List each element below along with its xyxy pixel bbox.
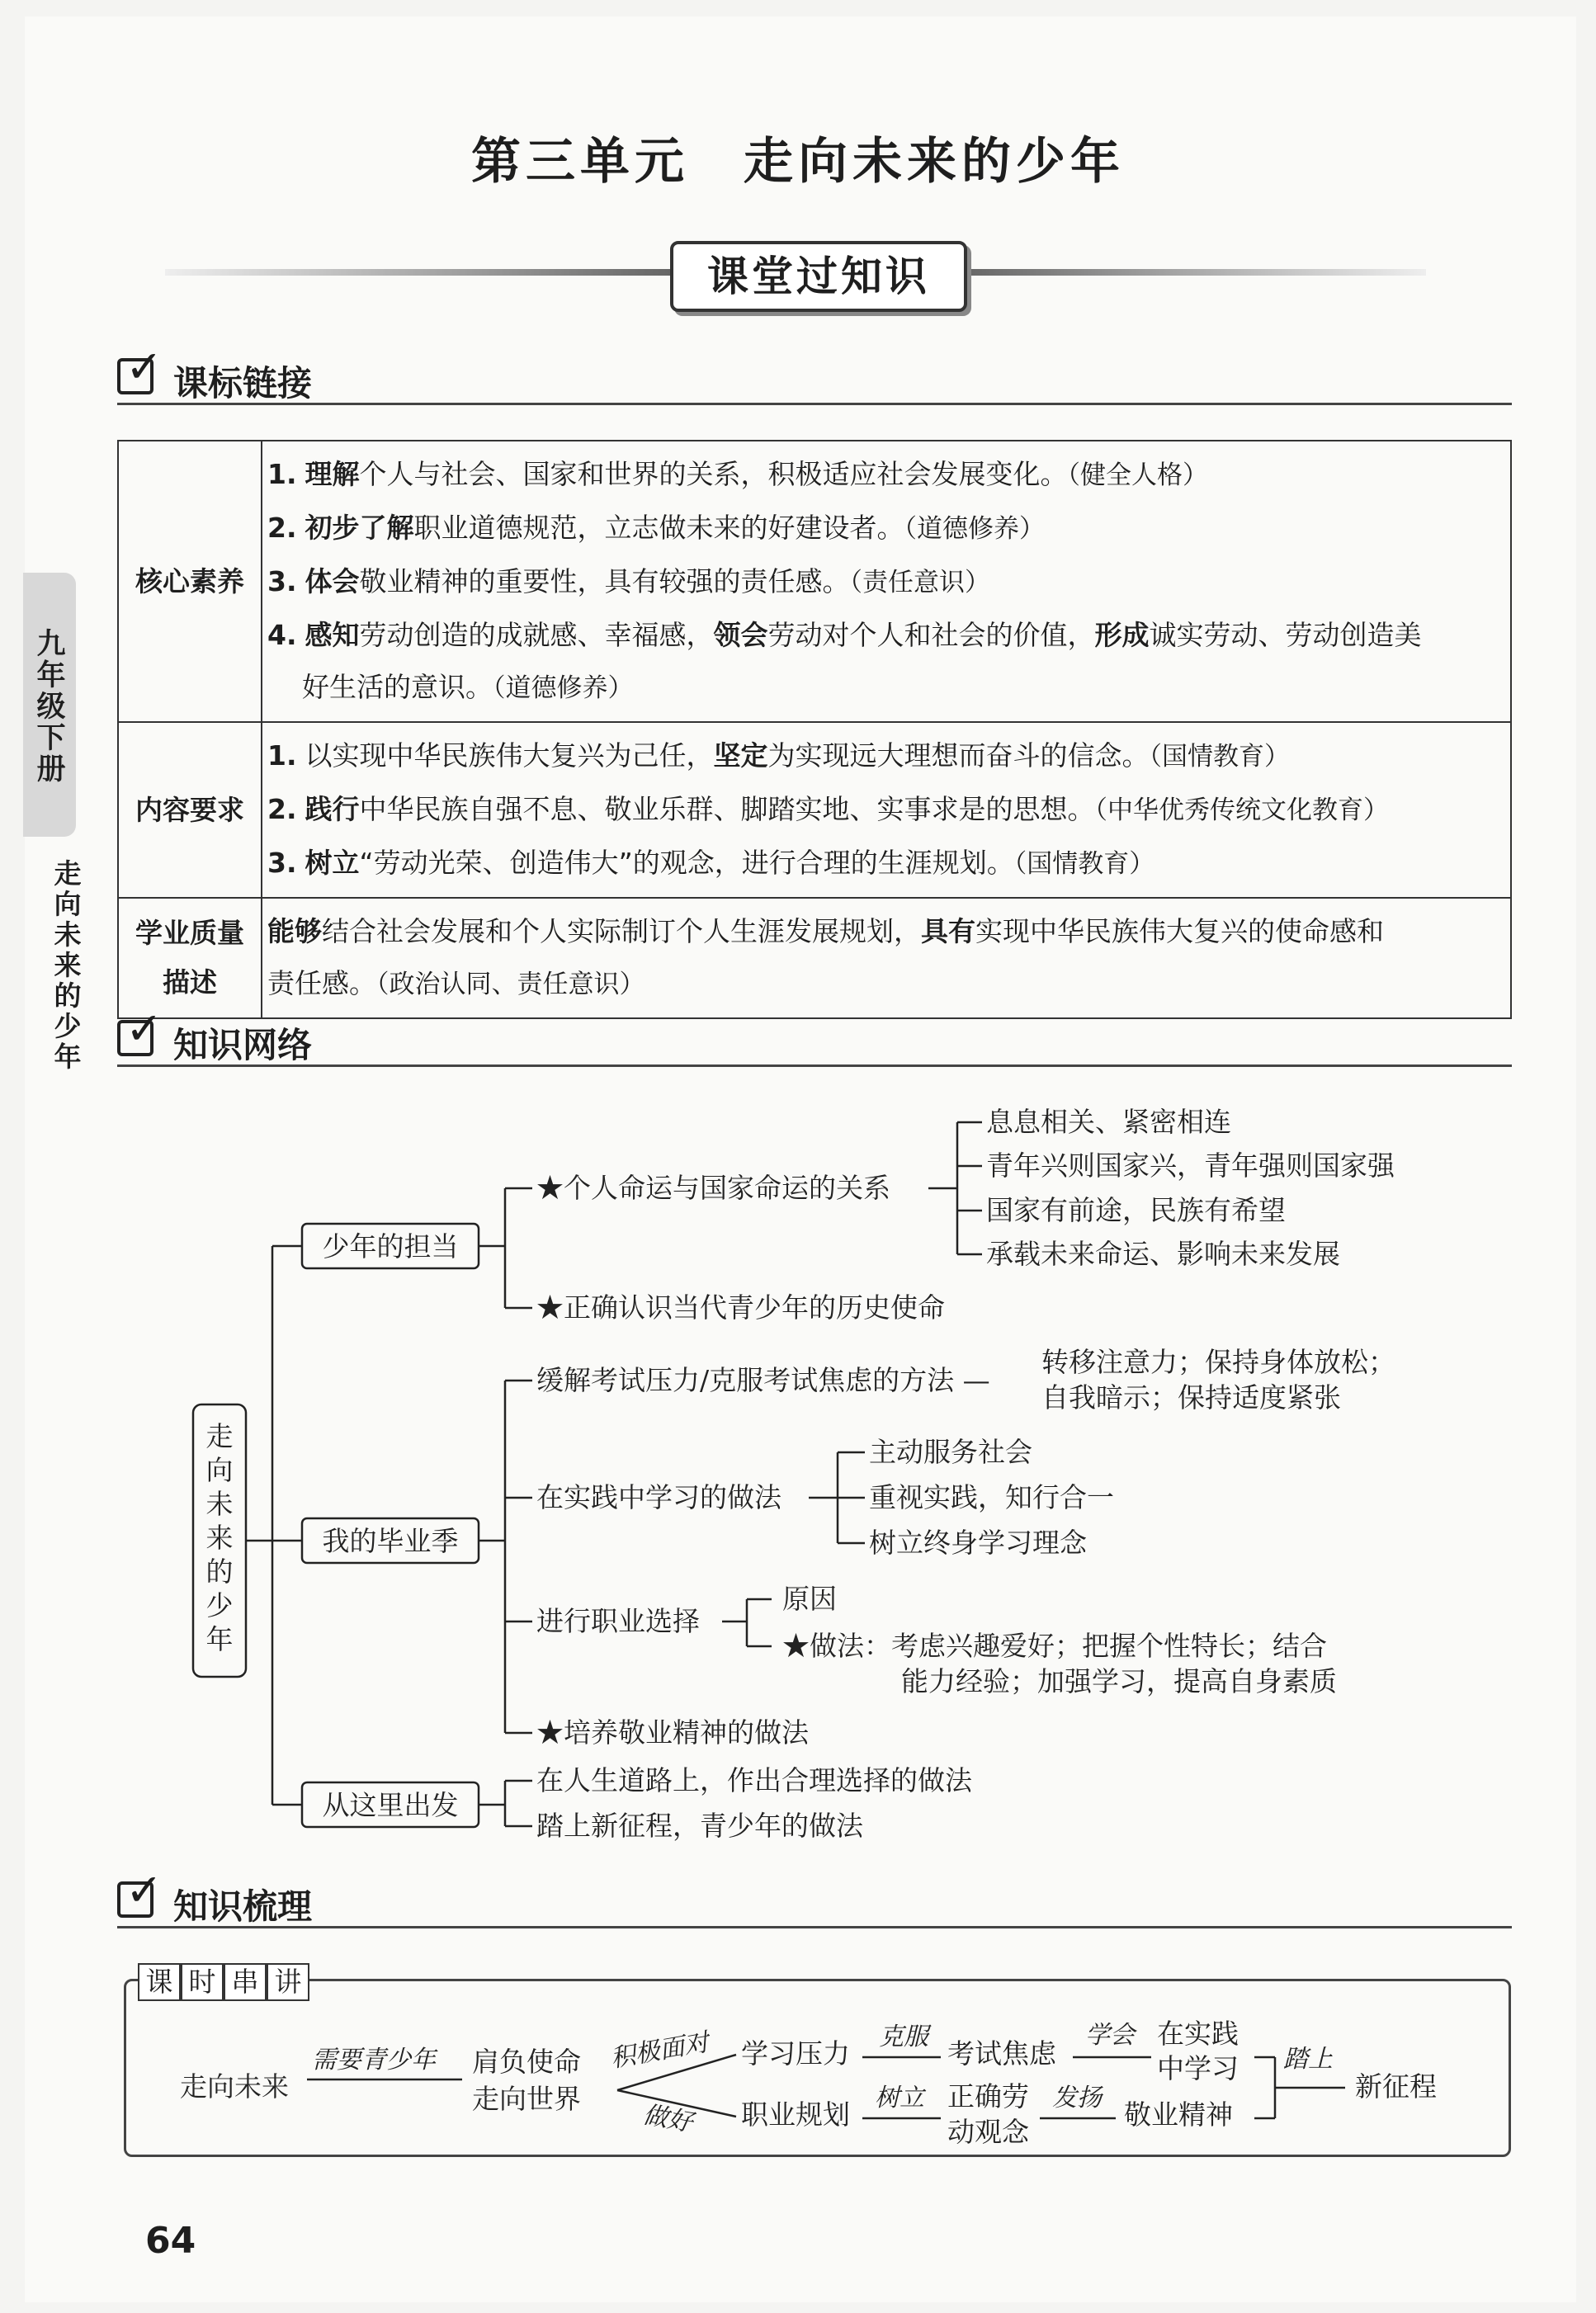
relation-item-4: 承载未来命运、影响未来发展 [986,1238,1340,1270]
section-title: 课标链接 [173,363,313,404]
flow-labor-2: 动观念 [947,2117,1029,2147]
relation-item-1: 息息相关、紧密相连 [986,1106,1231,1138]
check-icon: ✓ [117,1881,153,1918]
label-content: 内容要求 [118,722,262,898]
relation-item-2: 青年兴则国家兴，青年强则国家强 [986,1149,1395,1182]
chip-2: 时 [181,1963,224,2001]
spirit-label: ★培养敬业精神的做法 [536,1716,809,1749]
flow-plan: 职业规划 [741,2099,850,2130]
root-char-5: 的 [205,1556,234,1587]
flow-learn: 学会 [1085,2021,1135,2050]
practice-label: 在实践中学习的做法 [536,1481,781,1513]
stress-methods-b: 自我暗示；保持适度紧张 [1041,1381,1341,1414]
core-item-1: 1. 理解个人与社会、国家和世界的关系，积极适应社会发展变化。（健全人格） [267,458,1208,490]
core-item-3: 3. 体会敬业精神的重要性，具有较强的责任感。（责任意识） [267,565,990,597]
relation-item-3: 国家有前途，民族有希望 [986,1194,1286,1226]
stress-label: 缓解考试压力/克服考试焦虑的方法 — [536,1364,990,1396]
relation-label: ★个人命运与国家命运的关系 [536,1172,890,1204]
career-method-a: ★做法：考虑兴趣爱好；把握个性特长；结合 [782,1630,1327,1662]
career-reason: 原因 [782,1583,837,1615]
chip-1: 课 [138,1963,181,2001]
section-title: 知识网络 [173,1025,313,1065]
flow-practice-1: 在实践 [1157,2018,1239,2049]
flow-end: 新征程 [1355,2071,1437,2102]
quality-line-1: 能够结合社会发展和个人实际制订个人生涯发展规划，具有实现中华民族伟大复兴的使命感和 [267,915,1384,947]
label-quality: 学业质量 描述 [118,898,262,1018]
content-item-2: 2. 践行中华民族自强不息、敬业乐群、脚踏实地、实事求是的思想。（中华优秀传统文化教育） [267,793,1389,825]
chip-4: 讲 [267,1963,309,2001]
career-method-b: 能力经验；加强学习，提高自身素质 [901,1665,1337,1697]
branch-3-label: 从这里出发 [322,1790,459,1820]
chip-3: 串 [224,1963,267,2001]
mission-label: ★正确认识当代青少年的历史使命 [536,1291,945,1324]
label-core: 核心素养 [118,441,262,722]
root-char-6: 少 [205,1590,234,1621]
flow-world: 走向世界 [472,2084,581,2114]
flow-spirit: 敬业精神 [1124,2099,1233,2130]
flow-carry: 发扬 [1052,2084,1102,2112]
flow-labor-1: 正确劳 [947,2081,1029,2112]
career-label: 进行职业选择 [536,1605,700,1637]
banner-box: 课堂过知识 [670,241,967,312]
practice-item-2: 重视实践，知行合一 [869,1481,1114,1513]
core-item-4-cont: 好生活的意识。（道德修养） [302,671,634,703]
quality-line-2: 责任感。（政治认同、责任意识） [267,967,645,999]
stress-methods-a: 转移注意力；保持身体放松； [1041,1346,1395,1378]
root-char-2: 向 [205,1455,234,1485]
branch-2-label: 我的毕业季 [322,1526,459,1556]
content-item-3: 3. 树立“劳动光荣、创造伟大”的观念，进行合理的生涯规划。（国情教育） [267,847,1155,879]
branch-1-label: 少年的担当 [322,1231,459,1262]
side-grade-text: 九年级下册 [36,628,66,786]
check-icon: ✓ [117,358,153,394]
flow-need: 需要青少年 [312,2046,436,2075]
core-item-2: 2. 初步了解职业道德规范，立志做未来的好建设者。（道德修养） [267,512,1045,544]
flow-mission: 肩负使命 [472,2046,581,2077]
section-title: 知识梳理 [173,1886,313,1927]
flow-stress: 学习压力 [741,2038,850,2069]
start-item-2: 踏上新征程，青少年的做法 [536,1810,863,1842]
start-item-1: 在人生道路上，作出合理选择的做法 [536,1764,972,1796]
flow-step: 踏上 [1283,2045,1333,2074]
root-char-1: 走 [205,1421,234,1452]
content-item-1: 1. 以实现中华民族伟大复兴为己任，坚定为实现远大理想而奋斗的信念。（国情教育） [267,739,1290,772]
flow-face: 积极面对 [608,2027,711,2074]
flow-anxiety: 考试焦虑 [947,2038,1056,2069]
core-item-4: 4. 感知劳动创造的成就感、幸福感，领会劳动对个人和社会的价值，形成诚实劳动、劳动创造美 [267,619,1422,651]
side-unit-text: 走向未来的少年 [54,857,82,1073]
unit-title: 第三单元 走向未来的少年 [471,133,1125,191]
flow-overcome: 克服 [879,2023,928,2051]
page-number: 64 [145,2220,196,2262]
flow-practice-2: 中学习 [1157,2053,1239,2084]
practice-item-3: 树立终身学习理念 [869,1527,1087,1559]
flow-establish: 树立 [875,2084,924,2112]
root-char-4: 来 [205,1522,234,1553]
flow-start: 走向未来 [180,2071,289,2102]
root-char-3: 未 [205,1489,234,1519]
flow-do: 做好 [640,2100,695,2138]
root-char-7: 年 [205,1624,234,1655]
check-icon: ✓ [117,1020,153,1056]
practice-item-1: 主动服务社会 [869,1436,1032,1468]
